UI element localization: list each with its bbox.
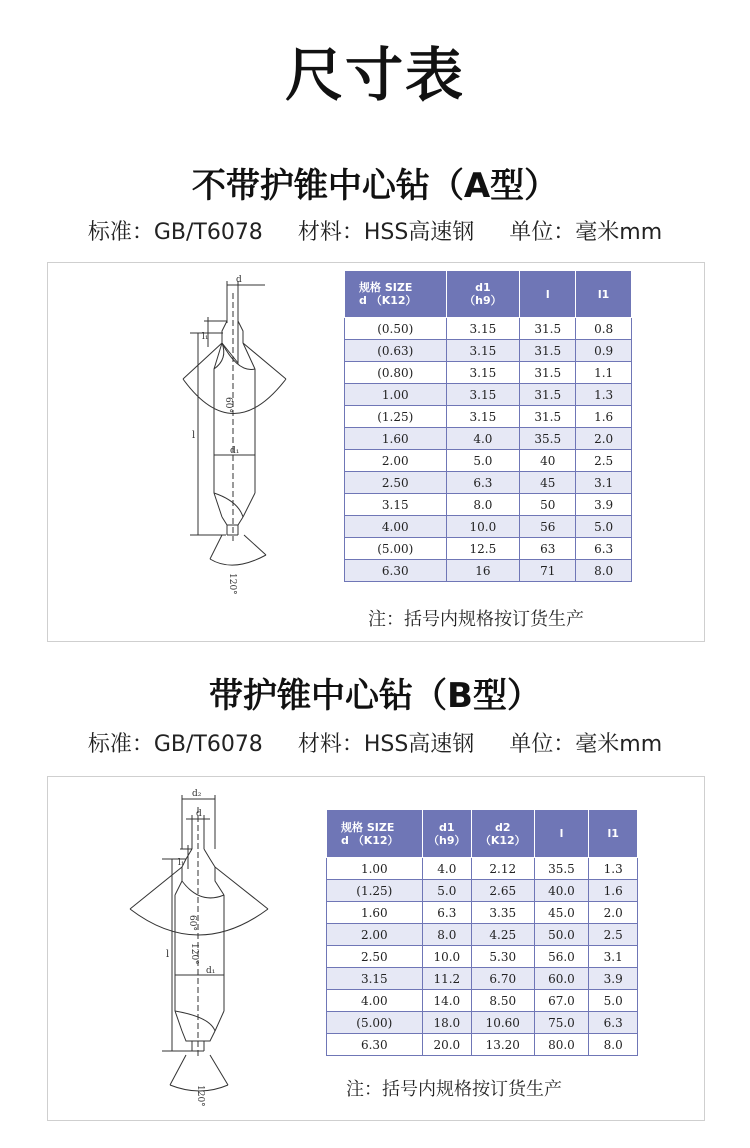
section-b-label-d2: d₂	[192, 789, 202, 799]
section-a-unit: 单位：毫米mm	[509, 220, 663, 245]
table-row: 1.00 4.0 2.12 35.5 1.3	[327, 858, 638, 880]
section-a-title: 不带护锥中心钻（A型）	[191, 166, 559, 206]
section-a-label-120: 120°	[227, 573, 237, 595]
header-d1: d1 （h9）	[422, 810, 471, 858]
table-row: 1.00 3.15 31.5 1.3	[345, 384, 632, 406]
section-a-label-d1: d₁	[230, 446, 240, 456]
header-l: l	[520, 271, 576, 318]
header-size: 规格 SIZE d （K12）	[345, 271, 447, 318]
table-row: 4.00 14.0 8.50 67.0 5.0	[327, 990, 638, 1012]
section-b-label-l: l	[166, 949, 170, 960]
section-a-standard: 标准：GB/T6078	[87, 220, 263, 245]
table-row: 6.30 20.0 13.20 80.0 8.0	[327, 1034, 638, 1056]
section-b-label-d1: d₁	[206, 966, 216, 976]
section-b-table	[326, 809, 638, 1056]
table-row: 6.30 16 71 8.0	[345, 560, 632, 582]
section-a-label-l: l	[192, 430, 196, 441]
table-row: 2.00 5.0 40 2.5	[345, 450, 632, 472]
table-row: (0.63) 3.15 31.5 0.9	[345, 340, 632, 362]
section-b-label-l1: l₁	[178, 858, 185, 868]
table-row: 3.15 11.2 6.70 60.0 3.9	[327, 968, 638, 990]
header-d1: d1 （h9）	[446, 271, 520, 318]
table-row: (1.25) 5.0 2.65 40.0 1.6	[327, 880, 638, 902]
section-a-table	[344, 270, 632, 582]
table-row: (0.80) 3.15 31.5 1.1	[345, 362, 632, 384]
section-a-panel	[47, 262, 705, 642]
table-row: 4.00 10.0 56 5.0	[345, 516, 632, 538]
header-l1: l1	[576, 271, 632, 318]
section-b-label-60: 60°	[187, 915, 197, 931]
section-a-drawing	[178, 273, 328, 613]
header-l1: l1	[589, 810, 638, 858]
section-a-label-60: 60°	[223, 397, 233, 413]
table-row: 2.50 10.0 5.30 56.0 3.1	[327, 946, 638, 968]
section-a-label-l1: l₁	[202, 332, 209, 342]
section-b-drawing	[120, 785, 280, 1115]
section-a-label-d: d	[236, 275, 242, 285]
table-row: 2.50 6.3 45 3.1	[345, 472, 632, 494]
table-row: 1.60 4.0 35.5 2.0	[345, 428, 632, 450]
header-size: 规格 SIZE d （K12）	[327, 810, 423, 858]
table-row: (5.00) 12.5 63 6.3	[345, 538, 632, 560]
section-b-label-120: 120°	[195, 1085, 205, 1107]
section-b-label-120-inner: 120°	[189, 943, 199, 965]
table-row: (1.25) 3.15 31.5 1.6	[345, 406, 632, 428]
section-b-label-d: d	[196, 809, 202, 819]
section-a-meta	[0, 215, 750, 246]
page-title: 尺寸表	[284, 41, 465, 109]
section-b-note: 注：括号内规格按订货生产	[346, 1079, 562, 1100]
section-a-note: 注：括号内规格按订货生产	[368, 609, 584, 630]
table-row: (0.50) 3.15 31.5 0.8	[345, 318, 632, 340]
section-b-standard: 标准：GB/T6078	[87, 732, 263, 757]
header-l: l	[534, 810, 589, 858]
section-b-meta	[0, 727, 750, 758]
table-row: 1.60 6.3 3.35 45.0 2.0	[327, 902, 638, 924]
table-row: 3.15 8.0 50 3.9	[345, 494, 632, 516]
section-b-title: 带护锥中心钻（B型）	[209, 676, 541, 716]
section-b-panel	[47, 776, 705, 1121]
table-row: 2.00 8.0 4.25 50.0 2.5	[327, 924, 638, 946]
table-row: (5.00) 18.0 10.60 75.0 6.3	[327, 1012, 638, 1034]
header-d2: d2 （K12）	[471, 810, 534, 858]
section-b-material: 材料：HSS高速钢	[297, 732, 475, 757]
section-b-unit: 单位：毫米mm	[509, 732, 663, 757]
section-a-material: 材料：HSS高速钢	[297, 220, 475, 245]
